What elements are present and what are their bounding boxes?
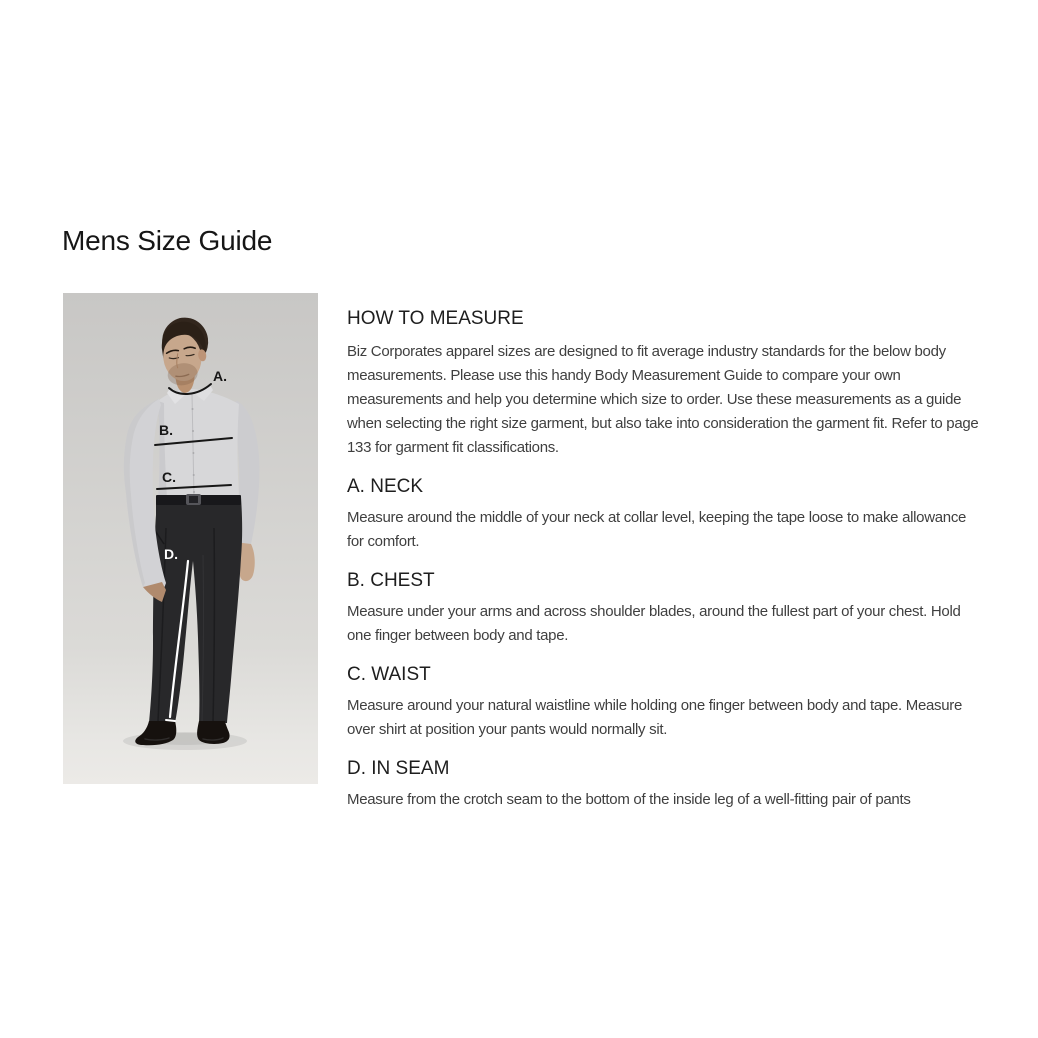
page-title: Mens Size Guide bbox=[62, 225, 273, 256]
measurement-figure-illustration bbox=[63, 293, 318, 784]
waist-label: C. bbox=[162, 469, 176, 485]
inseam-label: D. bbox=[164, 546, 178, 562]
inseam-section-heading: D. IN SEAM bbox=[347, 758, 450, 779]
neck-label: A. bbox=[213, 368, 227, 384]
neck-section-heading: A. NECK bbox=[347, 476, 424, 497]
how-to-measure-text: Biz Corporates apparel sizes are designed to fit average industry standards for the below body measurements. Please use this handy Body Measurement Guide to compare your own measurements and help you determine which size to order. Use these measurements as a guide when selecting the right size garment, but also take into consideration the garment fit. Refer to page 133 for garment fit classifications. bbox=[347, 343, 979, 456]
neck-section-text: Measure around the middle of your neck at collar level, keeping the tape loose to make allowance for comfort. bbox=[347, 509, 967, 550]
chest-section-heading: B. CHEST bbox=[347, 570, 435, 591]
measurement-photo bbox=[63, 293, 318, 784]
waist-section-heading: C. WAIST bbox=[347, 664, 431, 685]
waist-section-text: Measure around your natural waistline while holding one finger between body and tape. Measure over shirt at position your pants would normally sit. bbox=[347, 697, 963, 738]
inseam-measure-tick bbox=[166, 720, 175, 721]
chest-label: B. bbox=[159, 422, 173, 438]
measure-guide-content bbox=[347, 306, 979, 812]
chest-section-text: Measure under your arms and across shoulder blades, around the fullest part of your chest. Hold one finger between body and tape. bbox=[347, 603, 961, 644]
inseam-section-text: Measure from the crotch seam to the bottom of the inside leg of a well-fitting pair of pants bbox=[347, 791, 911, 808]
how-to-measure-heading: HOW TO MEASURE bbox=[347, 308, 524, 329]
